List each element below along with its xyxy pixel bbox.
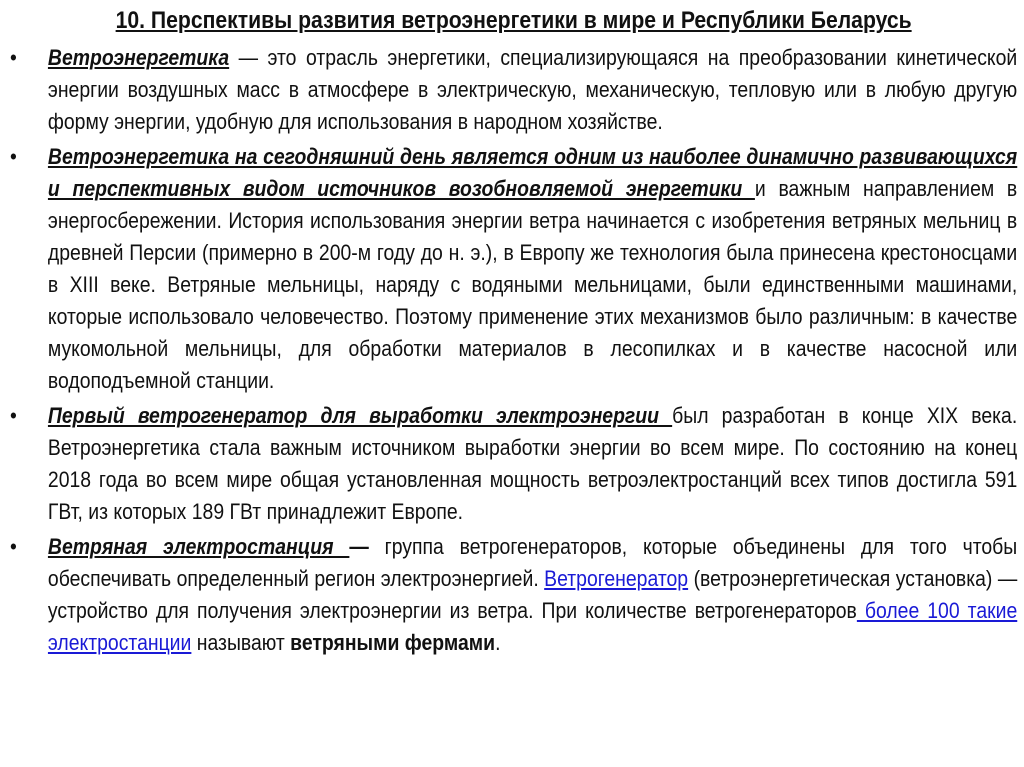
bullet-item: [10, 531, 1017, 659]
link-more-than-100[interactable]: более 100 такие электростанции: [47, 598, 1018, 655]
dash: —: [349, 534, 369, 559]
bullet-item: [10, 42, 1017, 138]
wind-farms-term: ветряными фермами: [290, 630, 496, 655]
bullet-text: называют: [191, 630, 291, 655]
bullet-text: .: [495, 630, 501, 655]
bullet-icon: •: [10, 45, 17, 70]
term: Ветроэнергетика на сегодняшний день является одним из наиболее динамично развивающихся и перспективных видом источников возобновляемой энергетики: [47, 144, 1018, 201]
bullet-text: — это отрасль энергетики, специализирующаяся на преобразовании кинетической энергии воздушных масс в атмосфере в электрическую, механическую, тепловую или в любую другую форму энергии, удобную для использования в народном хозяйстве.: [47, 45, 1018, 134]
bullet-text: группа ветрогенераторов, которые объединены для того чтобы обеспечивать определенный регион электроэнергией.: [47, 534, 1018, 591]
bullet-text: был разработан в конце XIX века. Ветроэнергетика стала важным источником выработки энергии во всем мире. По состоянию на конец 2018 года во всем мире общая установленная мощность ветроэлектростанций всех типов достигла 591 ГВт, из которых 189 ГВт принадлежит Европе.: [47, 403, 1018, 524]
bullet-item: [10, 400, 1017, 528]
bullet-icon: •: [10, 534, 17, 559]
term: Первый ветрогенератор для выработки электроэнергии: [47, 403, 673, 428]
term: Ветряная электростанция: [47, 534, 350, 559]
bullet-icon: •: [10, 403, 17, 428]
term: Ветроэнергетика: [47, 45, 230, 70]
bullet-text: (ветроэнергетическая установка) — устройство для получения электроэнергии из ветра. При количестве ветрогенераторов: [47, 566, 1018, 623]
slide-title: 10. Перспективы развития ветроэнергетики в мире и Республики Беларусь: [115, 7, 912, 34]
link-wind-generator[interactable]: Ветрогенератор: [544, 566, 689, 591]
bullet-icon: •: [10, 144, 17, 169]
bullet-item: [10, 141, 1017, 397]
bullet-text: и важным направлением в энергосбережении. История использования энергии ветра начинается с изобретения ветряных мельниц в древней Персии (примерно в 200-м году до н. э.), в Европу же технология была принесена крестоносцами в XIII веке. Ветряные мельницы, наряду с водяными мельницами, были единственными машинами, которые использовало человечество. Поэтому применение этих механизмов было различным: в качестве мукомольной мельницы, для обработки материалов в лесопилках и в качестве насосной или водоподъемной станции.: [47, 176, 1018, 393]
slide: [10, 4, 1017, 662]
